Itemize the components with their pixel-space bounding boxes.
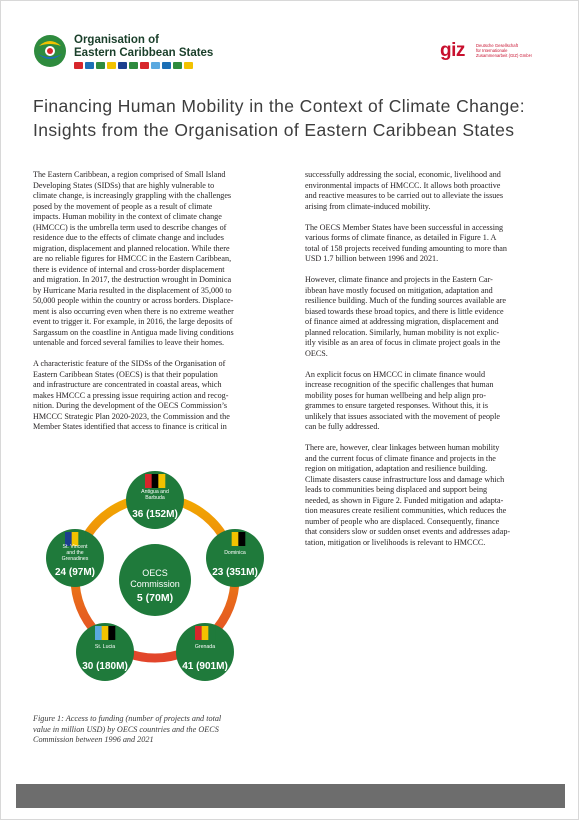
giz-logo [440, 40, 532, 62]
text-line: posed by the movement of people as a result of climate [33, 201, 213, 211]
center-label-line1: OECS [142, 568, 168, 578]
flag-icon [232, 532, 239, 546]
text-line: total of 158 projects received funding amounting to more than [305, 243, 507, 253]
giz-text [476, 43, 546, 58]
text-line: and migration. In 2017, the destruction wrought in Dominica [33, 275, 232, 284]
flag-icon [195, 626, 202, 640]
text-line: HMCCC Strategic Plan 2020-2023, the Commission and the [33, 411, 230, 421]
country-node-antigua [126, 471, 184, 529]
text-line: However, climate finance and projects in the Eastern Car- [305, 275, 493, 284]
text-line: that considers slow or sudden onset events and addresses adap- [305, 527, 511, 536]
flag-icon [129, 62, 138, 69]
text-line: (HMCCC) is the umbrella term used to describe changes of [33, 222, 227, 232]
left-column [33, 170, 278, 443]
country-node-grenada [176, 623, 234, 681]
flag-icon [225, 532, 232, 546]
paragraph [305, 170, 555, 212]
text-line: The Eastern Caribbean, a region comprised of Small Island [33, 170, 226, 179]
title-line2: Insights from the Organisation of Eastern Caribbean States [33, 120, 515, 140]
right-column [305, 170, 555, 559]
text-line: can be fully addressed. [305, 422, 380, 431]
text-line: 50,000 people within the country or across borders. Displace- [33, 296, 234, 305]
text-line: and reactive measures to be carried out to alleviate the issues [305, 191, 504, 200]
text-line: biased towards these broad topics, and there is little evidence [305, 306, 504, 316]
country-name: St. Vincent [62, 544, 88, 550]
flag-icon [118, 62, 127, 69]
country-node-stvincent [46, 529, 104, 587]
country-name: St. Lucia [94, 644, 116, 650]
flag-icon [140, 62, 149, 69]
paragraph [305, 443, 555, 548]
text-line: planned relocation. Similarly, human mobility is not explic- [305, 327, 500, 337]
text-line: Sargassum on the coastline in Antigua made living conditions [33, 327, 234, 337]
flag-icon [202, 626, 209, 640]
flag-icon [208, 626, 215, 640]
text-line: and infrastructure are concentrated in coastal areas, which [33, 380, 222, 389]
center-node-oecs [119, 544, 191, 616]
text-line: nition. During the development of the OECS Commission’s [33, 401, 228, 410]
text-line: leads to communities being displaced and support being [305, 485, 488, 494]
text-line: There are, however, clear linkages between human mobility [305, 443, 500, 452]
text-line: Eastern Caribbean States (OECS) is that their population [33, 369, 218, 379]
text-line: successfully addressing the social, economic, livelihood and [305, 170, 501, 179]
text-line: Climate disasters cause infrastructure loss and damage which [305, 474, 505, 484]
oecs-emblem-icon [33, 34, 67, 68]
text-line: there is evidence of internal and cross-border displacement [33, 264, 225, 274]
funding-diagram [33, 470, 278, 700]
country-name: Grenadines [61, 556, 89, 562]
text-line: The OECS Member States have been successful in accessing [305, 222, 504, 232]
text-line: tion measures create resilient communities, which reduces the [305, 506, 507, 515]
footer-bar [16, 784, 565, 808]
country-name: Grenada [194, 644, 216, 650]
funding-figure [33, 470, 278, 700]
text-line: event to trigger it. For example, in 2016, the large deposits of [33, 317, 233, 326]
country-value: 23 (351M) [212, 567, 258, 578]
text-line: grammes to ensure targeted responses. Without this, it is [305, 401, 489, 410]
text-line: residence due to the effects of climate change and includes [33, 233, 224, 242]
flag-icon [107, 62, 116, 69]
flag-icon [184, 62, 193, 69]
country-node-dominica [206, 529, 264, 587]
country-name: Antigua and [141, 489, 169, 495]
text-line: needed, as shown in Figure 2. Funded mitigation and adapta- [305, 495, 504, 505]
flag-icon [145, 474, 152, 488]
flag-icon [162, 62, 171, 69]
text-line: ment is also occurring even when there is no extreme weather [33, 306, 234, 316]
flag-icon [151, 62, 160, 69]
country-name: Barbuda [145, 495, 165, 501]
text-line: region on mitigation, adaptation and resilience building. [305, 464, 488, 473]
paragraph [33, 359, 278, 433]
flag-icon [85, 62, 94, 69]
caption-line: value in million USD) by OECS countries and the OECS [33, 724, 219, 734]
paragraph [305, 223, 555, 265]
giz-text-line3: Zusammenarbeit (GIZ) GmbH [476, 53, 532, 58]
org-name-line1: Organisation of [74, 34, 159, 46]
text-line: makes HMCCC a pressing issue requiring action and recog- [33, 390, 229, 400]
paragraph [33, 170, 278, 349]
document-title [33, 94, 553, 142]
giz-text-line1: Deutsche Gesellschaft [476, 43, 518, 48]
text-line: increase recognition of the specific challenges that human [305, 380, 494, 389]
country-name: and the [66, 550, 84, 556]
text-line: unlikely that issues associated with the movement of people [305, 411, 500, 421]
org-name [74, 34, 213, 60]
center-value: 5 (70M) [136, 592, 174, 604]
flag-icon [158, 474, 165, 488]
flag-icon [108, 626, 115, 640]
text-line: impacts. Human mobility in the context of climate change [33, 212, 222, 221]
text-line: Member States identified that access to finance is critical in [33, 422, 227, 431]
text-line: Developing States (SIDSs) that are highly vulnerable to [33, 180, 215, 190]
flag-icon [102, 626, 109, 640]
country-value: 30 (180M) [82, 661, 128, 672]
flag-icon [96, 62, 105, 69]
giz-mark: giz [440, 40, 465, 61]
country-value: 36 (152M) [132, 509, 178, 520]
text-line: untenable and forced several families to leave their homes. [33, 338, 225, 347]
country-name: Dominica [224, 550, 246, 556]
text-line: A characteristic feature of the SIDSs of the Organisation of [33, 359, 226, 368]
text-line: are no reliable figures for HMCCC in the Eastern Caribbean, [33, 254, 232, 263]
text-line: OECS. [305, 348, 328, 358]
flag-icon [95, 626, 102, 640]
paragraph [305, 275, 555, 359]
text-line: resilience building. Much of the funding sources available are [305, 296, 507, 305]
text-line: arising from climate-induced mobility. [305, 201, 431, 211]
title-line1: Financing Human Mobility in the Context of Climate Change: [33, 96, 526, 116]
center-label-line2: Commission [130, 579, 180, 589]
flag-icon [74, 62, 83, 69]
text-line: environmental impacts of HMCCC. It allows both proactive [305, 180, 501, 190]
country-node-stlucia [76, 623, 134, 681]
giz-text-line2: für Internationale [476, 48, 508, 53]
paragraph [305, 370, 555, 433]
text-line: ibbean have mostly focused on mitigation, adaptation and [305, 285, 493, 295]
caption-line: Commission between 1996 and 2021 [33, 735, 154, 744]
country-value: 24 (97M) [54, 567, 96, 578]
flag-icon [152, 474, 159, 488]
org-name-line2: Eastern Caribbean States [74, 47, 214, 59]
text-line: An explicit focus on HMCCC in climate finance would [305, 369, 486, 379]
text-line: number of people who are displaced. Consequently, finance [305, 516, 500, 526]
flag-icon [238, 532, 245, 546]
text-line: climate change, is increasingly grappling with the challenges [33, 191, 232, 200]
text-line: tation, mitigation or livelihoods is relevant to HMCCC. [305, 537, 486, 547]
member-flags [74, 62, 193, 69]
text-line: mobility poses for human wellbeing and help align pro- [305, 390, 486, 400]
text-line: various forms of climate finance, as detailed in Figure 1. A [305, 233, 497, 242]
oecs-logo [33, 30, 233, 78]
text-line: USD 1.7 billion between 1996 and 2021. [305, 254, 439, 263]
text-line: itly visible as an area of focus in climate project goals in the [305, 338, 501, 347]
caption-line: Figure 1: Access to funding (number of projects and total [33, 714, 222, 723]
country-value: 41 (901M) [182, 661, 228, 672]
text-line: of finance aimed at addressing migration, displacement and [305, 317, 499, 326]
figure-caption [33, 714, 283, 746]
text-line: and the current focus of climate finance and projects in the [305, 453, 496, 463]
flag-icon [173, 62, 182, 69]
text-line: by Hurricane Maria resulted in the displacement of 35,000 to [33, 285, 232, 295]
text-line: migration, displacement and planned relocation. While there [33, 243, 230, 253]
